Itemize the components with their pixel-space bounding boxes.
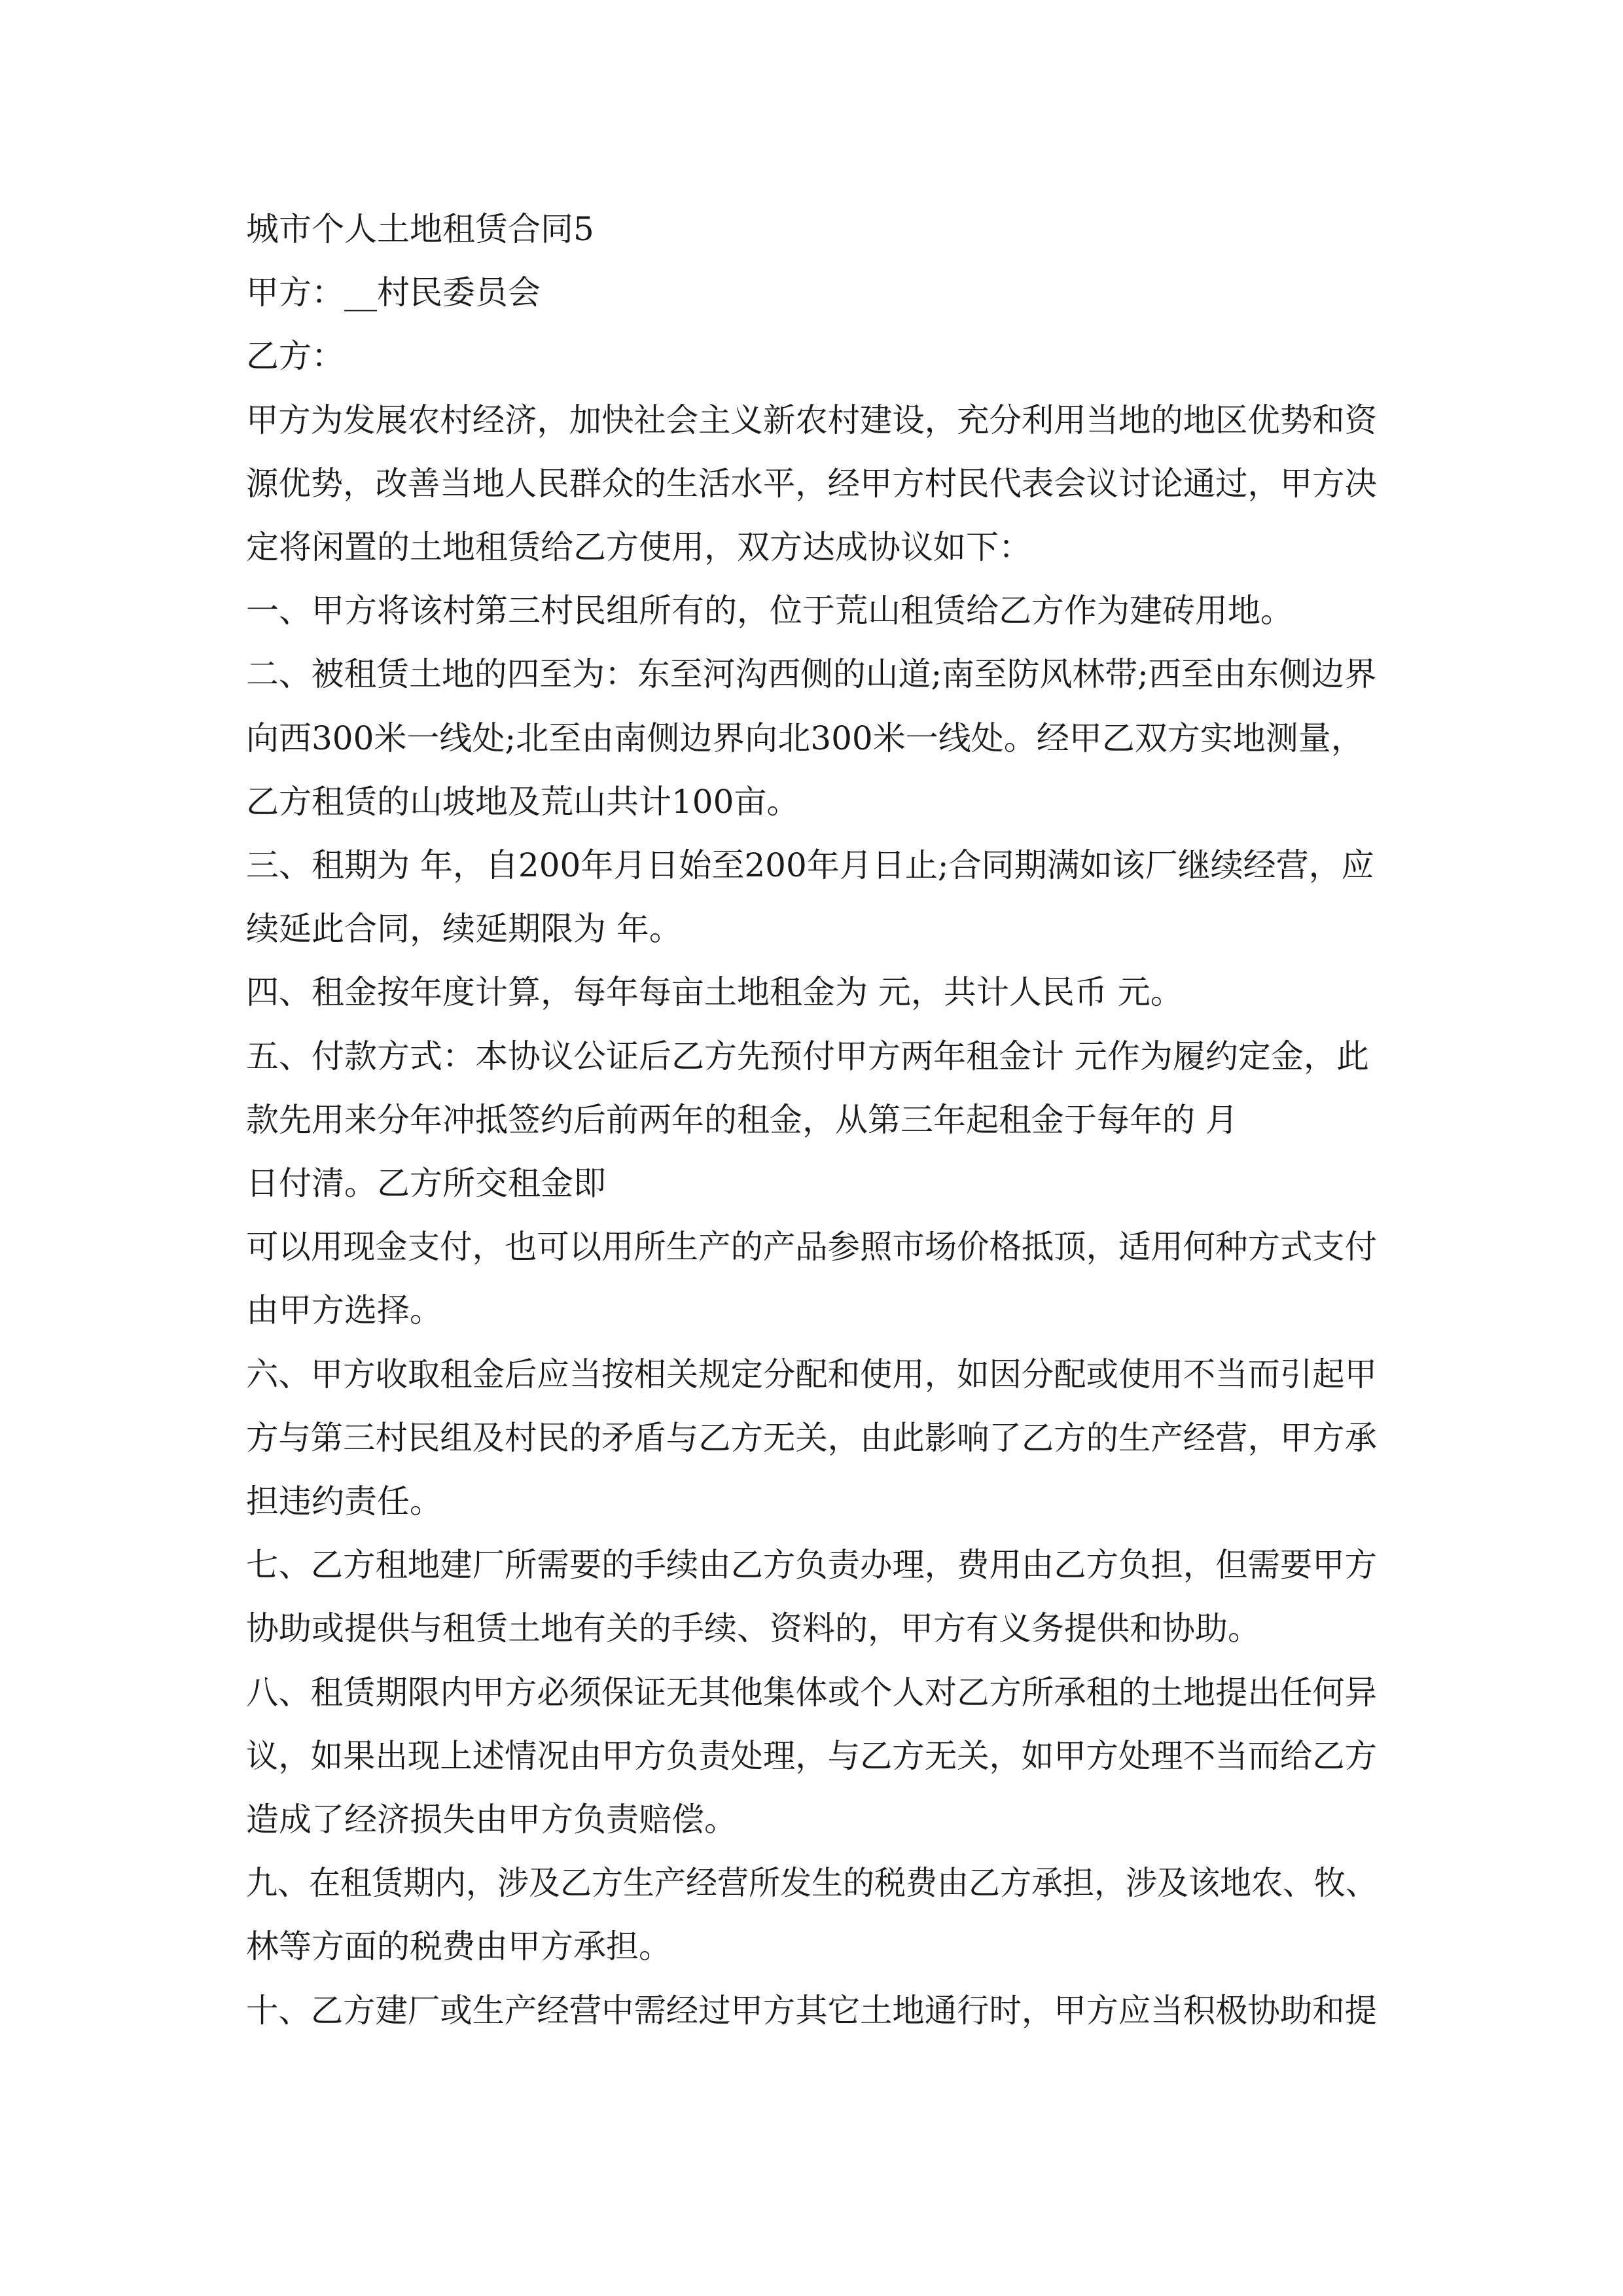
clause-6-line: 六、甲方收取租金后应当按相关规定分配和使用，如因分配或使用不当而引起甲 xyxy=(246,1355,1377,1393)
document-title: 城市个人土地租赁合同5 xyxy=(246,210,594,248)
body-line: 造成了经济损失由甲方负责赔偿。 xyxy=(246,1801,737,1839)
party-b-line: 乙方： xyxy=(246,337,344,375)
clause-3-line: 三、租期为 年，自200年月日始至200年月日止;合同期满如该厂继续经营，应 xyxy=(246,846,1374,884)
body-line: 议，如果出现上述情况由甲方负责处理，与乙方无关，如甲方处理不当而给乙方 xyxy=(246,1737,1377,1775)
clause-4-line: 四、租金按年度计算，每年每亩土地租金为 元，共计人民币 元。 xyxy=(246,973,1183,1011)
clause-8-line: 八、租赁期限内甲方必须保证无其他集体或个人对乙方所承租的土地提出任何异 xyxy=(246,1674,1377,1712)
clause-10-line: 十、乙方建厂或生产经营中需经过甲方其它土地通行时，甲方应当积极协助和提 xyxy=(246,1992,1377,2030)
body-line: 由甲方选择。 xyxy=(246,1291,442,1329)
body-line: 甲方为发展农村经济，加快社会主义新农村建设，充分利用当地的地区优势和资 xyxy=(246,401,1377,439)
body-line: 定将闲置的土地租赁给乙方使用，双方达成协议如下： xyxy=(246,528,1031,566)
clause-1-line: 一、甲方将该村第三村民组所有的，位于荒山租赁给乙方作为建砖用地。 xyxy=(246,592,1293,630)
party-a-line: 甲方：__村民委员会 xyxy=(246,274,541,312)
body-line: 向西300米一线处;北至由南侧边界向北300米一线处。经甲乙双方实地测量， xyxy=(246,719,1364,757)
body-line: 源优势，改善当地人民群众的生活水平，经甲方村民代表会议讨论通过，甲方决 xyxy=(246,465,1377,503)
body-line: 日付清。乙方所交租金即 xyxy=(246,1164,606,1202)
body-line: 方与第三村民组及村民的矛盾与乙方无关，由此影响了乙方的生产经营，甲方承 xyxy=(246,1419,1377,1457)
clause-9-line: 九、在租赁期内，涉及乙方生产经营所发生的税费由乙方承担，涉及该地农、牧、 xyxy=(246,1864,1377,1902)
clause-2-line: 二、被租赁土地的四至为：东至河沟西侧的山道;南至防风林带;西至由东侧边界 xyxy=(246,655,1377,693)
body-line: 款先用来分年冲抵签约后前两年的租金，从第三年起租金于每年的 月 xyxy=(246,1101,1238,1139)
body-line: 可以用现金支付，也可以用所生产的产品参照市场价格抵顶，适用何种方式支付 xyxy=(246,1228,1377,1266)
body-line: 协助或提供与租赁土地有关的手续、资料的，甲方有义务提供和协助。 xyxy=(246,1609,1260,1647)
clause-7-line: 七、乙方租地建厂所需要的手续由乙方负责办理，费用由乙方负担，但需要甲方 xyxy=(246,1546,1377,1584)
body-line: 林等方面的税费由甲方承担。 xyxy=(246,1928,671,1965)
body-line: 担违约责任。 xyxy=(246,1482,442,1520)
body-line: 续延此合同，续延期限为 年。 xyxy=(246,910,682,948)
clause-5-line: 五、付款方式：本协议公证后乙方先预付甲方两年租金计 元作为履约定金，此 xyxy=(246,1037,1369,1075)
body-line: 乙方租赁的山坡地及荒山共计100亩。 xyxy=(246,783,800,821)
